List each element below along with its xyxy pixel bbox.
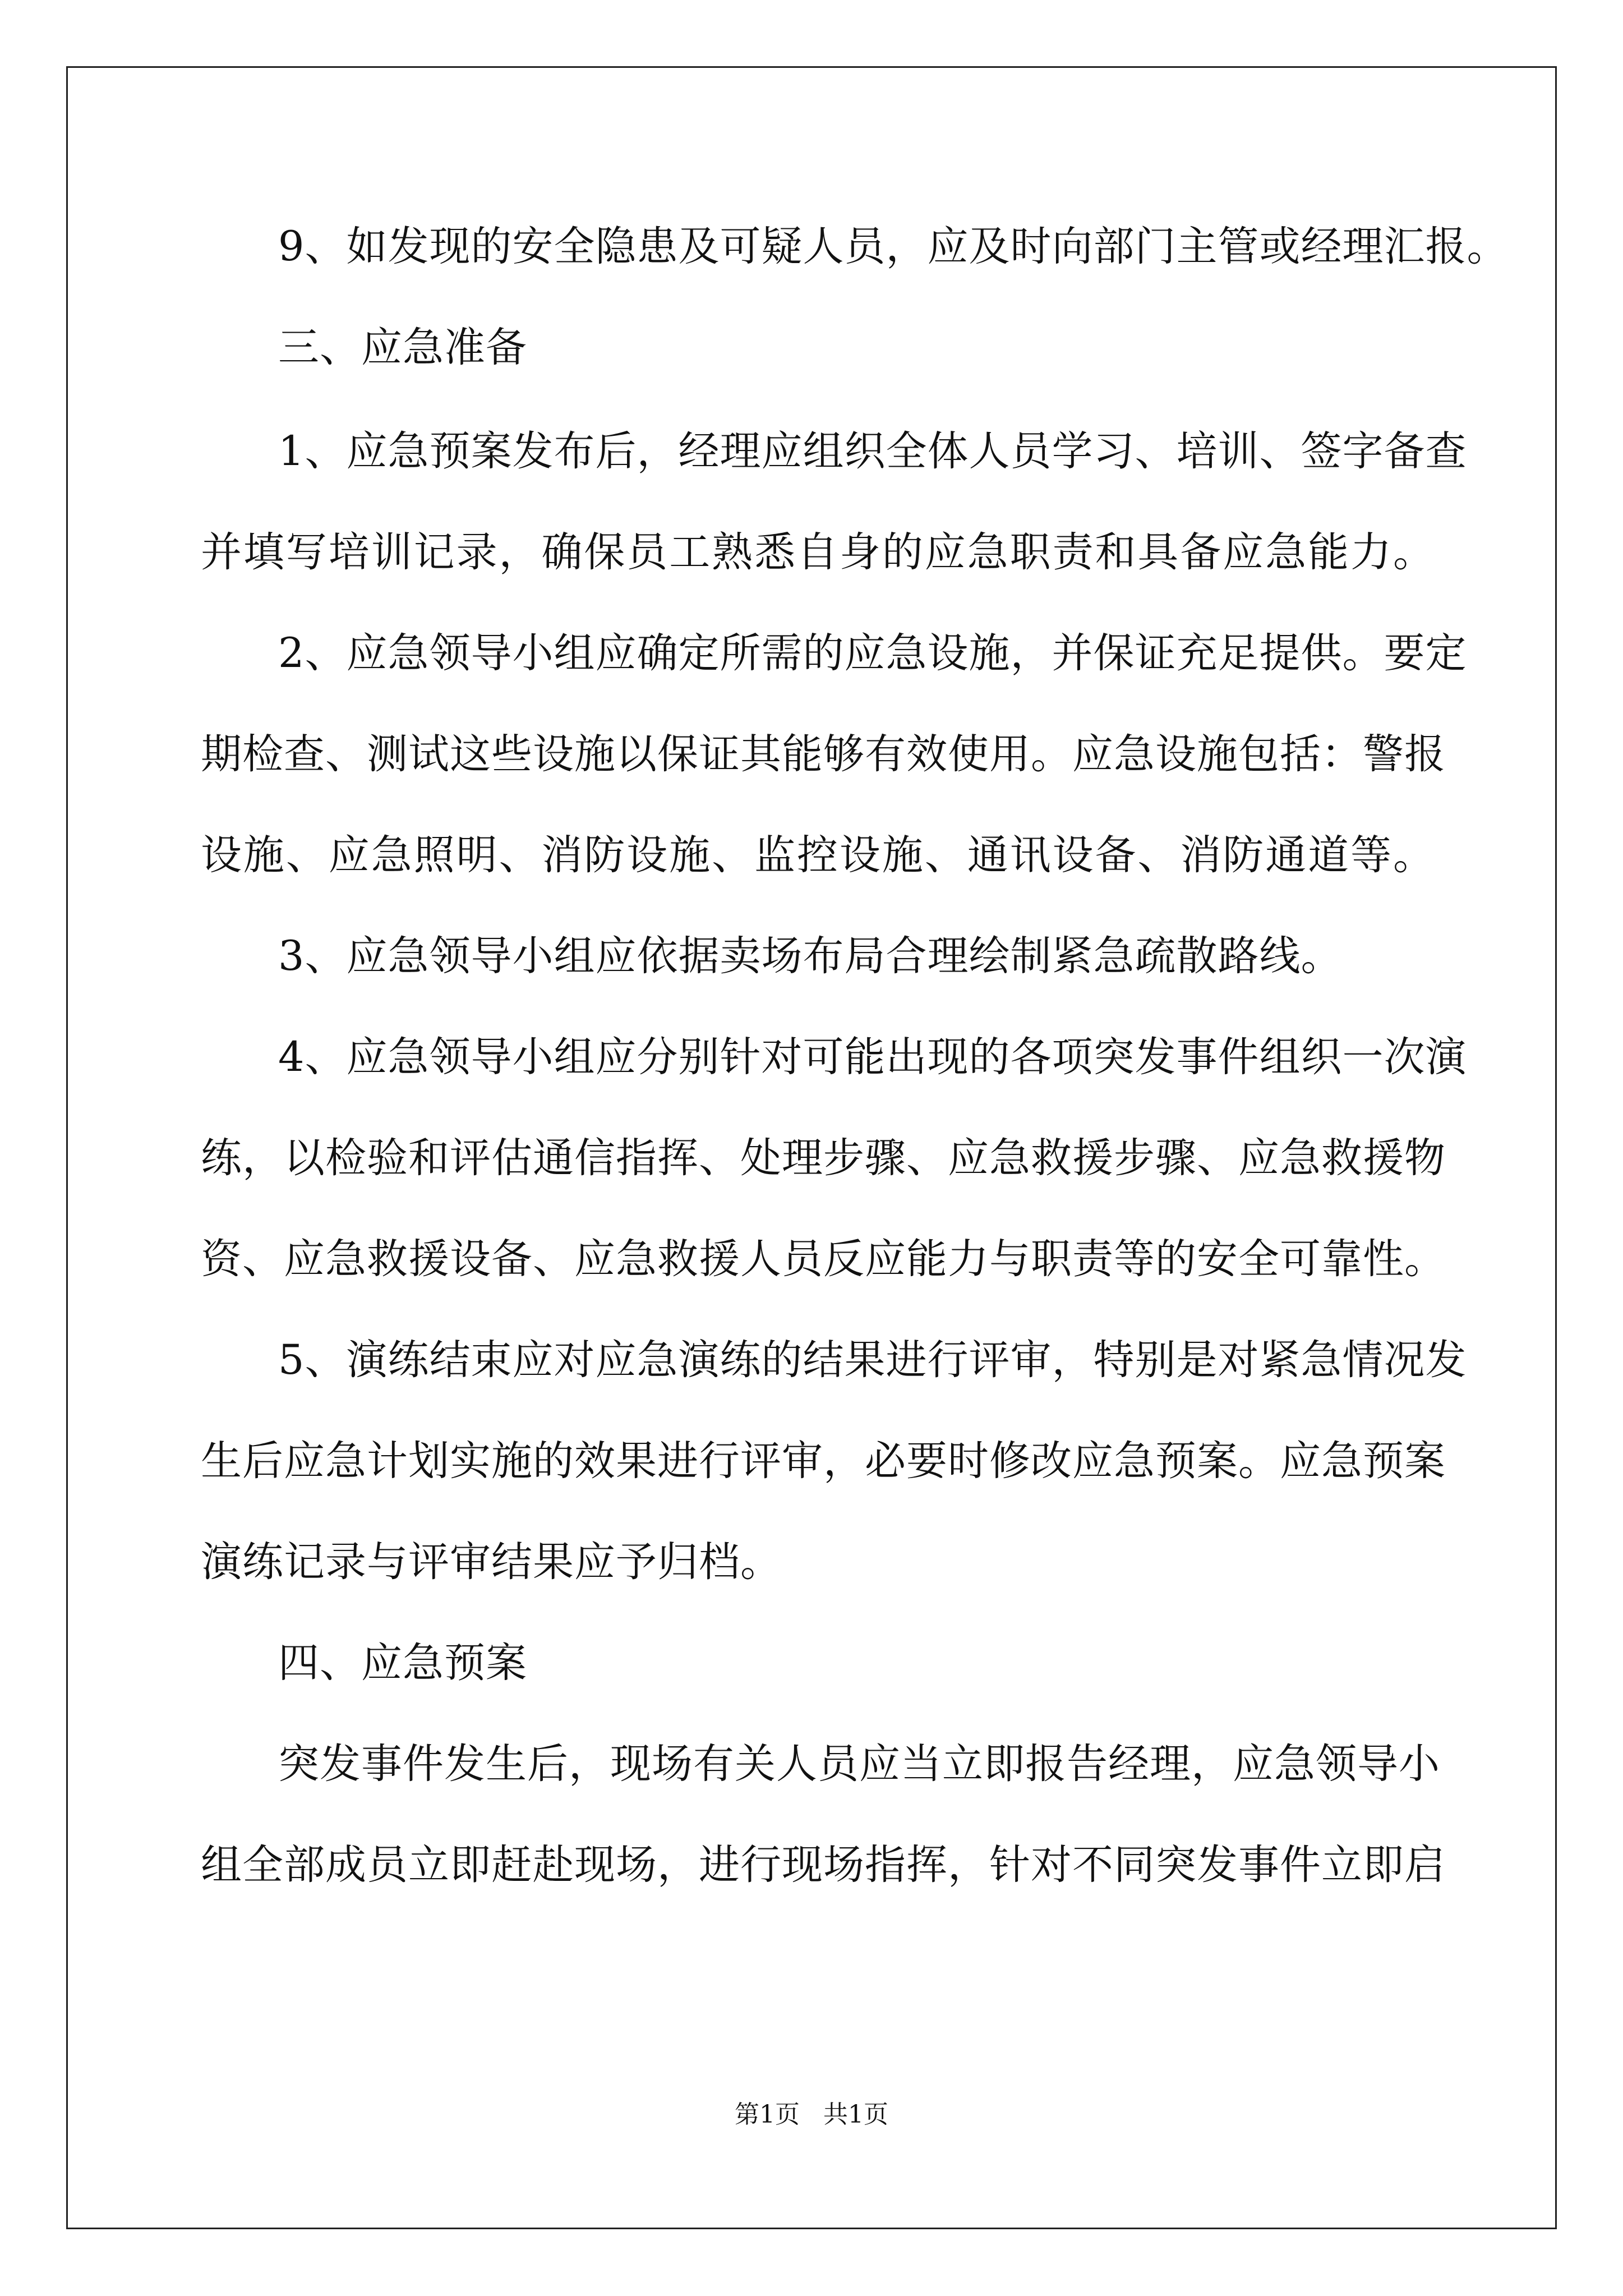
paragraph-line: 期检查、测试这些设施以保证其能够有效使用。应急设施包括：警报 [201, 730, 1446, 778]
paragraph-line: 生后应急计划实施的效果进行评审，必要时修改应急预案。应急预案 [201, 1437, 1446, 1485]
paragraph-line: 演练记录与评审结果应予归档。 [201, 1538, 782, 1586]
paragraph-line: 组全部成员立即赶赴现场，进行现场指挥，针对不同突发事件立即启 [201, 1841, 1446, 1889]
paragraph-line: 9、如发现的安全隐患及可疑人员，应及时向部门主管或经理汇报。 [278, 223, 1509, 270]
section-heading: 三、应急准备 [278, 324, 527, 371]
paragraph-line: 4、应急领导小组应分别针对可能出现的各项突发事件组织一次演 [278, 1033, 1467, 1081]
paragraph-line: 3、应急领导小组应依据卖场布局合理绘制紧急疏散路线。 [278, 932, 1343, 980]
page-footer: 第1页 共1页 [735, 2100, 888, 2129]
paragraph-line: 突发事件发生后，现场有关人员应当立即报告经理，应急领导小 [278, 1740, 1440, 1788]
paragraph-line: 设施、应急照明、消防设施、监控设施、通讯设备、消防通道等。 [201, 831, 1435, 879]
paragraph-line: 练，以检验和评估通信指挥、处理步骤、应急救援步骤、应急救援物 [201, 1134, 1446, 1182]
paragraph-line: 1、应急预案发布后，经理应组织全体人员学习、培训、签字备查 [278, 427, 1467, 475]
paragraph-line: 资、应急救援设备、应急救援人员反应能力与职责等的安全可靠性。 [201, 1235, 1446, 1283]
section-heading: 四、应急预案 [278, 1639, 527, 1687]
paragraph-line: 并填写培训记录，确保员工熟悉自身的应急职责和具备应急能力。 [201, 528, 1435, 576]
paragraph-line: 5、演练结束应对应急演练的结果进行评审，特别是对紧急情况发 [278, 1336, 1467, 1384]
paragraph-line: 2、应急领导小组应确定所需的应急设施，并保证充足提供。要定 [278, 629, 1467, 677]
